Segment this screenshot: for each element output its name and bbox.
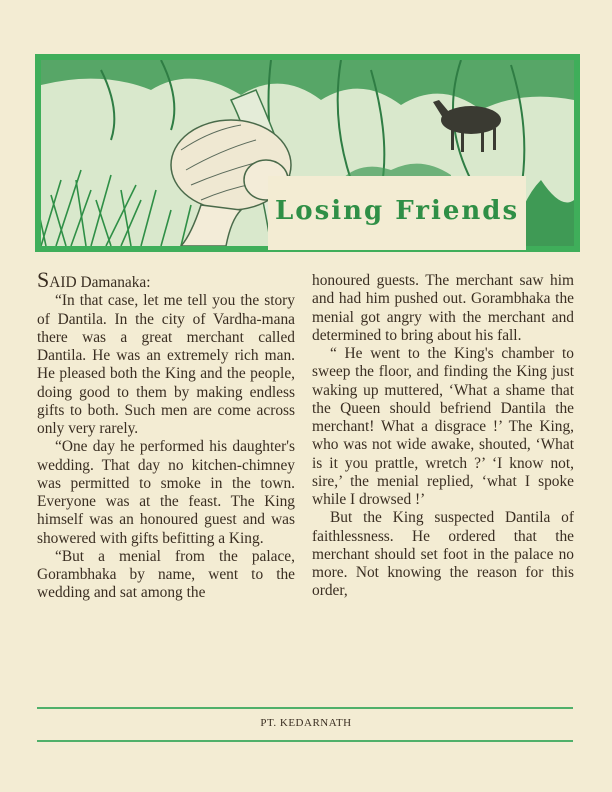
left-column: [37, 267, 295, 603]
author-credit: PT. KEDARNATH: [260, 717, 352, 729]
footer-rule-top: [37, 707, 573, 709]
paragraph: “One day he performed his daughter's wedding. That day no kitchen-chimney was permitted to smoke in the town. Everyone was at the feast. The King himself was an honoured guest and was showered with gifts befitting a King.: [37, 438, 295, 547]
paragraph: honoured guests. The merchant saw him and had him pushed out. Gorambhaka the menial got angry with the merchant and determined to bring about his fall.: [312, 272, 574, 344]
paragraph: But the King suspected Dantila of faithlessness. He ordered that the merchant should set foot in the palace no more. Not knowing the reason for this order,: [312, 509, 574, 600]
paragraph: SAID Damanaka:: [37, 267, 151, 292]
footer-rule-bottom: [37, 740, 573, 742]
paragraph: “ He went to the King's chamber to sweep the floor, and finding the King just waking up muttered, ‘What a shame that the Queen should befriend Dantila the merchant! What a disgrace !’ The King, who was not wide awake, shouted, ‘What is it you prattle, wretch ?’ ‘I know not, sire,’ the menial replied, ‘what I spoke while I drowsed !’: [312, 345, 574, 508]
paragraph: “But a menial from the palace, Gorambhaka by name, went to the wedding and sat among the: [37, 547, 295, 602]
drop-cap: S: [37, 267, 50, 292]
page-title: Losing Friends: [275, 196, 520, 226]
paragraph: “In that case, let me tell you the story of Dantila. In the city of Vardha-mana there was a great merchant called Dantila. He was an extremely rich man. He pleased both the King and the people, doing good to them by making endless gifts to both. Such men are come across only very rarely.: [37, 292, 295, 437]
right-column: [312, 272, 574, 601]
